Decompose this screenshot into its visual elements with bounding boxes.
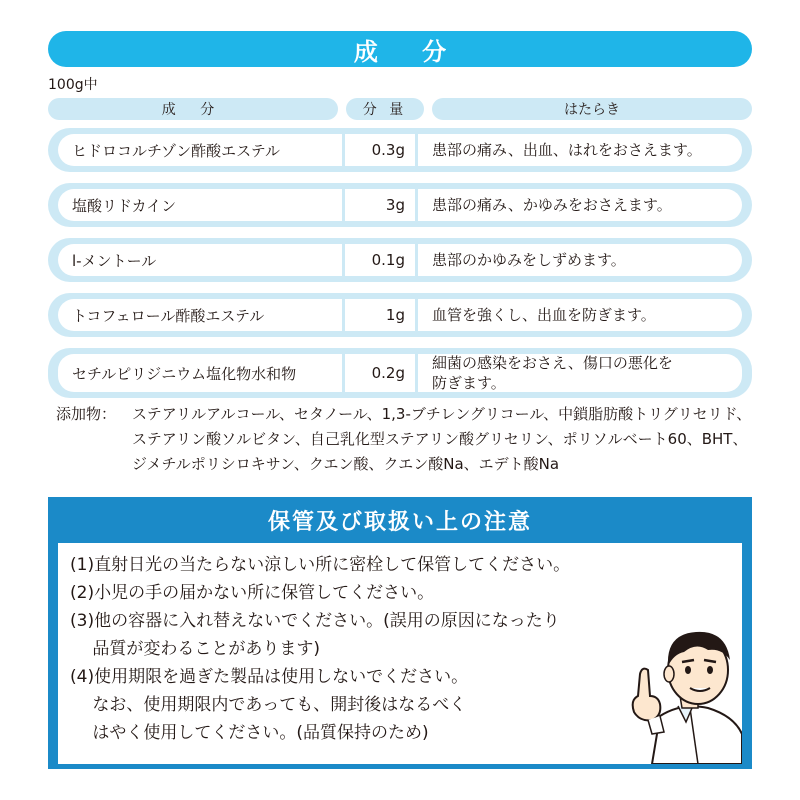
additives (56, 402, 756, 477)
ingredient-name-text: l-メントール (72, 251, 157, 270)
additives-label: 添加物： (56, 405, 117, 423)
ingredient-amount: 0.2g (345, 354, 415, 392)
precaution-item: (1)直射日光の当たらない涼しい所に密栓して保管してください。 (70, 555, 571, 575)
header-amount: 分 量 (346, 98, 424, 120)
ingredient-name (58, 244, 342, 276)
ingredient-action: 患部の痛み、出血、はれをおさえます。 (418, 134, 742, 166)
precaution-item: (2)小児の手の届かない所に保管してください。 (70, 583, 435, 603)
ingredient-action: 患部の痛み、かゆみをおさえます。 (418, 189, 742, 221)
ingredient-amount: 1g (345, 299, 415, 331)
storage-precautions-box (48, 497, 752, 769)
ingredient-action: 細菌の感染をおさえ、傷口の悪化を防ぎます。 (418, 354, 742, 392)
ingredient-amount: 0.3g (345, 134, 415, 166)
header-action: はたらき (432, 98, 752, 120)
storage-precautions-body (58, 543, 742, 764)
ingredient-row (48, 183, 752, 227)
ingredient-row (48, 238, 752, 282)
ingredient-name: ヒドロコルチゾン酢酸エステル (58, 134, 342, 166)
ingredients-title-bar (48, 31, 752, 67)
storage-precautions-title: 保管及び取扱い上の注意 (267, 509, 532, 535)
ingredient-name: トコフェロール酢酸エステル (58, 299, 342, 331)
ingredient-amount: 0.1g (345, 244, 415, 276)
precaution-item: (4)使用期限を過ぎた製品は使用しないでください。 なお、使用期限内であっても、開封後はなるべく はやく使用してください。(品質保持のため) (70, 667, 469, 743)
ingredients-title: 成 分 (353, 37, 465, 66)
precaution-list (70, 551, 570, 747)
doctor-pointing-icon (612, 604, 742, 764)
precaution-item: (3)他の容器に入れ替えないでください。(誤用の原因になったり 品質が変わることがあります) (70, 611, 560, 659)
ingredient-name: セチルピリジニウム塩化物水和物 (58, 354, 342, 392)
per-amount-label: 100g中 (48, 77, 98, 93)
additives-text: ステアリルアルコール、セタノール、1,3-ブチレングリコール、中鎖脂肪酸トリグリセリド、ステアリン酸ソルビタン、自己乳化型ステアリン酸グリセリン、ポリソルベート60、BHT、ジメチルポリシロキサン、クエン酸、クエン酸Na、エデト酸Na (132, 405, 752, 473)
ingredient-row (48, 293, 752, 337)
ingredient-action: 患部のかゆみをしずめます。 (418, 244, 742, 276)
header-ingredient: 成 分 (48, 98, 338, 120)
ingredient-row (48, 348, 752, 398)
ingredient-name: 塩酸リドカイン (58, 189, 342, 221)
ingredient-action: 血管を強くし、出血を防ぎます。 (418, 299, 742, 331)
ingredient-amount: 3g (345, 189, 415, 221)
ingredient-row (48, 128, 752, 172)
